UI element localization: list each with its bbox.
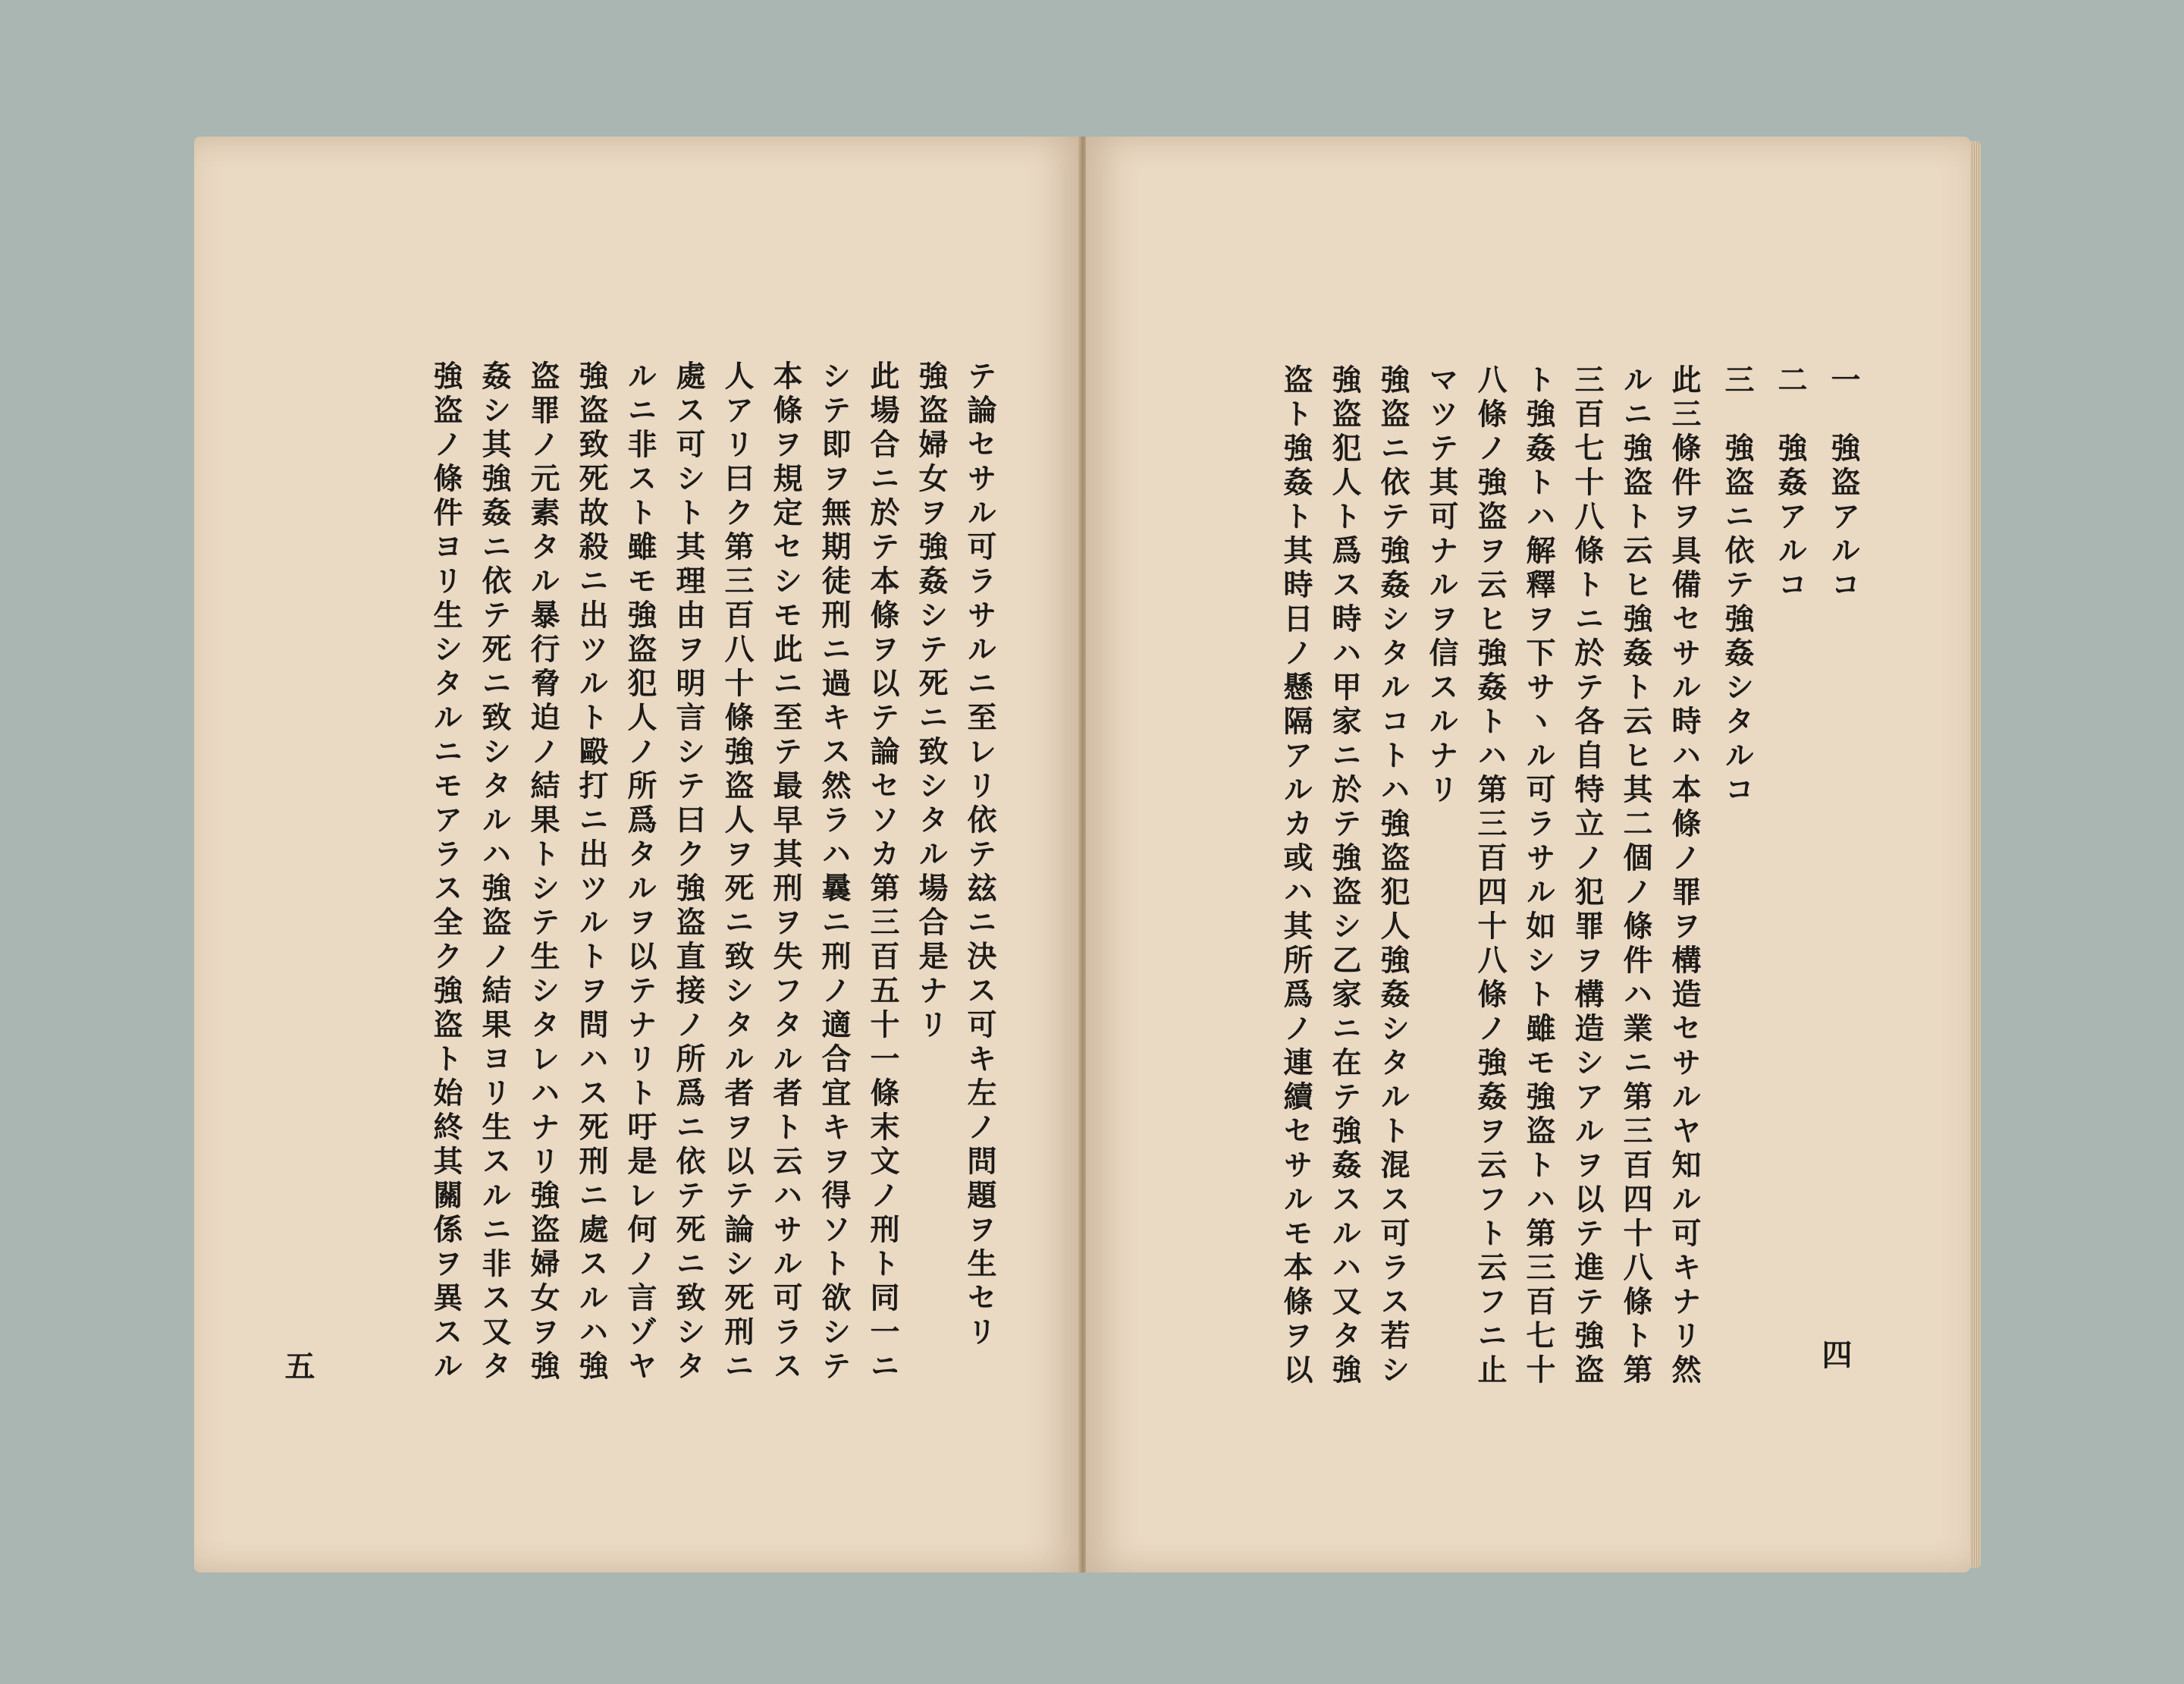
text-line: テ論セサル可ラサルニ至レリ依テ玆ニ決ス可キ左ノ問題ヲ生セリ	[962, 360, 997, 1350]
text-line: ルニ強盗ト云ヒ強姦ト云ヒ其二個ノ條件ハ業ニ第三百四十八條ト第	[1618, 364, 1653, 1388]
condition-heading: 一 強盗アルコ	[1826, 364, 1861, 603]
text-line: 強盗致死故殺ニ出ツルト毆打ニ出ツルトヲ問ハス死刑ニ處スルハ強	[574, 360, 609, 1384]
text-line: ト強姦トハ解釋ヲ下サヽル可ラサル如シト雖モ強盗トハ第三百七十	[1521, 364, 1556, 1388]
text-line: シテ即ヲ無期徒刑ニ過キス然ラハ曩ニ刑ノ適合宜キヲ得ソト欲シテ	[817, 360, 852, 1384]
text-line: 姦シ其強姦ニ依テ死ニ致シタルハ強盗ノ結果ヨリ生スルニ非ス又タ	[477, 360, 512, 1384]
text-line: 盗ト強姦ト其時日ノ懸隔アルカ或ハ其所爲ノ連續セサルモ本條ヲ以	[1279, 364, 1313, 1388]
text-line: 強盗ノ條件ヨリ生シタルニモアラス全ク強盗ト始終其關係ヲ異スル	[428, 360, 463, 1384]
text-line: 此場合ニ於テ本條ヲ以テ論セソカ第三百五十一條末文ノ刑ト同一ニ	[865, 360, 900, 1384]
text-line: マツテ其可ナルヲ信スルナリ	[1424, 364, 1459, 808]
text-line: 此三條件ヲ具備セサル時ハ本條ノ罪ヲ構造セサルヤ知ル可キナリ然	[1667, 364, 1702, 1388]
page-edges	[1970, 141, 1981, 1568]
text-line: 本條ヲ規定セシモ此ニ至テ最早其刑ヲ失フタル者ト云ハサル可ラス	[768, 360, 803, 1384]
page-number: 四	[1817, 1339, 1853, 1369]
right-page-text	[1185, 364, 1868, 1388]
text-line: 八條ノ強盗ヲ云ヒ強姦トハ第三百四十八條ノ強姦ヲ云フト云フニ止	[1473, 364, 1508, 1388]
text-line: 強盗ニ依テ強姦シタルコトハ強盗犯人強姦シタルト混ス可ラス若シ	[1376, 364, 1410, 1388]
text-line: 三百七十八條トニ於テ各自特立ノ犯罪ヲ構造シアルヲ以テ進テ強盗	[1570, 364, 1605, 1388]
condition-heading: 三 強盗ニ依テ強姦シタルコ	[1720, 364, 1755, 808]
left-page	[194, 137, 1080, 1572]
page-number: 五	[280, 1350, 315, 1381]
open-book	[194, 137, 1979, 1572]
text-line: ルニ非スト雖モ強盗犯人ノ所爲タルヲ以テナリト吁是レ何ノ言ゾヤ	[623, 360, 657, 1384]
text-line: 盗罪ノ元素タル暴行脅迫ノ結果トシテ生シタレハナリ強盗婦女ヲ強	[526, 360, 560, 1384]
left-page-text	[322, 360, 1004, 1384]
condition-heading: 二 強姦アルコ	[1773, 364, 1808, 603]
text-line: 強盗婦女ヲ強姦シテ死ニ致シタル場合是ナリ	[914, 360, 949, 1043]
text-line: 強盗犯人ト爲ス時ハ甲家ニ於テ強盗シ乙家ニ在テ強姦スルハ又タ強	[1327, 364, 1362, 1388]
text-line: 人アリ曰ク第三百八十條強盗人ヲ死ニ致シタル者ヲ以テ論シ死刑ニ	[720, 360, 755, 1384]
right-page	[1086, 137, 1970, 1572]
text-line: 處ス可シト其理由ヲ明言シテ曰ク強盗直接ノ所爲ニ依テ死ニ致シタ	[671, 360, 706, 1384]
